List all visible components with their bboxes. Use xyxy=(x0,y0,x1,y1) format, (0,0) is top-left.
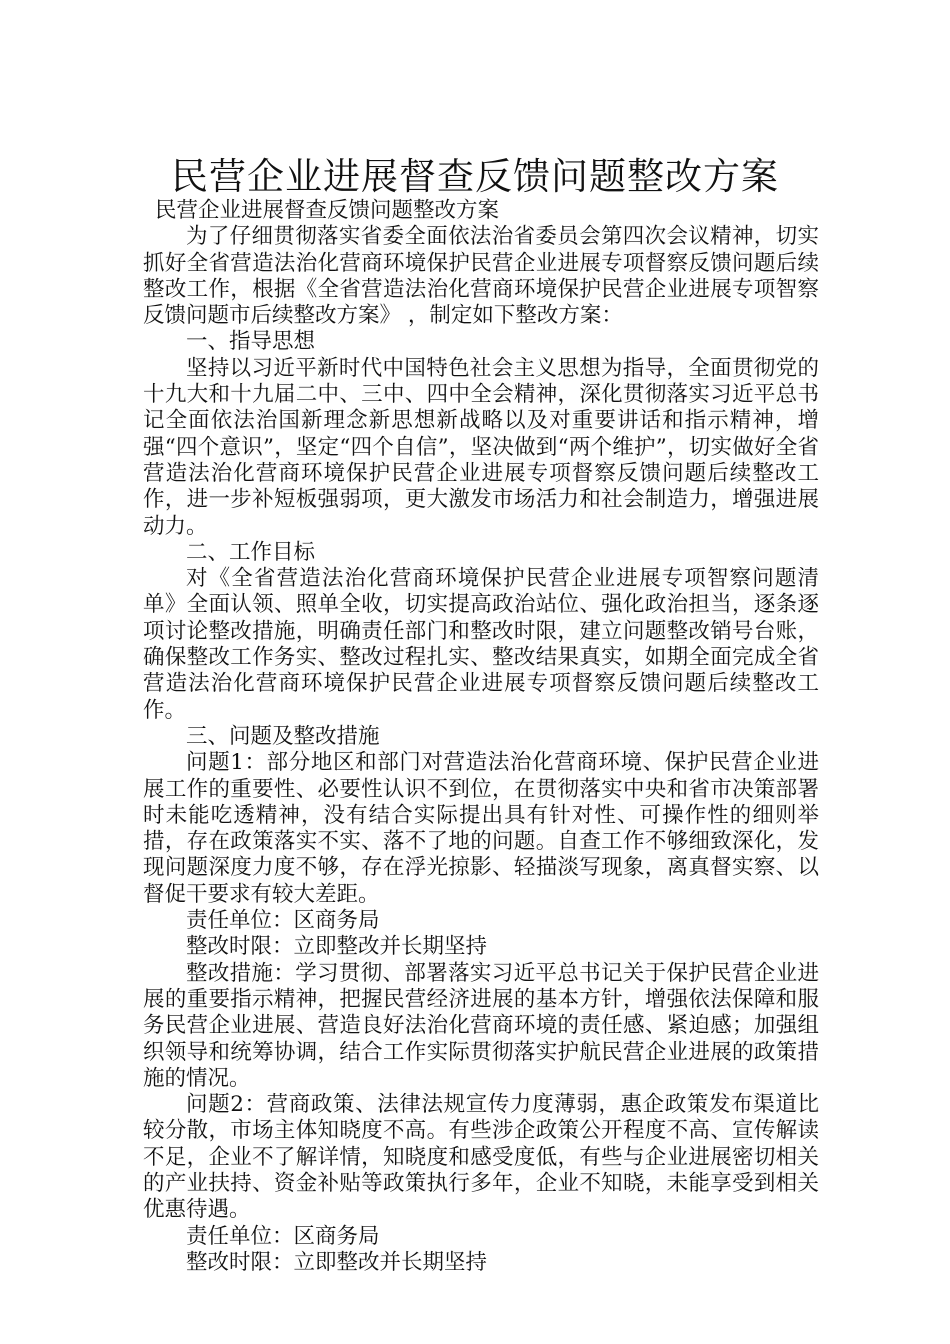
problem-2-responsible-unit: 责任单位：区商务局 xyxy=(186,1223,380,1249)
problem-1-measures: 整改措施：学习贯彻、部署落实习近平总书记关于保护民营企业进展的重要指示精神，把握民营经济进展的基本方针，增强依法保障和服务民营企业进展、营造良好法治化营商环境的责任感、紧迫感；加强组织领导和统筹协调，结合工作实际贯彻落实护航民营企业进展的政策措施的情况。 xyxy=(143,960,819,1091)
document-title: 民营企业进展督查反馈问题整改方案 xyxy=(171,154,779,198)
section-heading-guiding-ideology: 一、指导思想 xyxy=(186,329,316,355)
intro-paragraph: 为了仔细贯彻落实省委全面依法治省委员会第四次会议精神，切实抓好全省营造法治化营商环境保护民营企业进展专项督察反馈问题后续整改工作，根据《全省营造法治化营商环境保护民营企业进展专项智察反馈问题市后续整改方案》 ，制定如下整改方案： xyxy=(143,224,819,329)
problem-2-paragraph: 问题2：营商政策、法律法规宣传力度薄弱，惠企政策发布渠道比较分散，市场主体知晓度不高。有些涉企政策公开程度不高、宣传解读不足，企业不了解详情，知晓度和感受度低，有些与企业进展密切相关的产业扶持、资金补贴等政策执行多年，企业不知晓，未能享受到相关优惠待遇。 xyxy=(143,1092,819,1223)
problem-1-deadline: 整改时限：立即整改并长期坚持 xyxy=(186,934,488,960)
problem-1-responsible-unit: 责任单位：区商务局 xyxy=(186,908,380,934)
section-heading-work-goals: 二、工作目标 xyxy=(186,539,316,565)
problem-1-paragraph: 问题1：部分地区和部门对营造法治化营商环境、保护民营企业进展工作的重要性、必要性认识不到位，在贯彻落实中央和省市决策部署时未能吃透精神，没有结合实际提出具有针对性、可操作性的细则举措，存在政策落实不实、落不了地的问题。自查工作不够细致深化，发现问题深度力度不够，存在浮光掠影、轻描淡写现象，离真督实察、以督促干要求有较大差距。 xyxy=(143,750,819,907)
document-body xyxy=(143,198,819,1276)
document-subtitle: 民营企业进展督查反馈问题整改方案 xyxy=(155,198,500,223)
work-goals-paragraph: 对《全省营造法治化营商环境保护民营企业进展专项智察问题清单》全面认领、照单全收，切实提高政治站位、强化政治担当，逐条逐项讨论整改措施，明确责任部门和整改时限，建立问题整改销号台账，确保整改工作务实、整改过程扎实、整改结果真实，如期全面完成全省营造法治化营商环境保护民营企业进展专项督察反馈问题后续整改工作。 xyxy=(143,566,819,723)
problem-2-deadline: 整改时限：立即整改并长期坚持 xyxy=(186,1249,488,1275)
guiding-ideology-paragraph: 坚持以习近平新时代中国特色社会主义思想为指导，全面贯彻党的十九大和十九届二中、三中、四中全会精神，深化贯彻落实习近平总书记全面依法治国新理念新思想新战略以及对重要讲话和指示精神，增强“四个意识”，坚定“四个自信”，坚决做到“两个维护”，切实做好全省营造法治化营商环境保护民营企业进展专项督察反馈问题后续整改工作，进一步补短板强弱项，更大激发市场活力和社会制造力，增强进展动力。 xyxy=(143,355,819,539)
section-heading-problems-measures: 三、问题及整改措施 xyxy=(186,723,380,749)
